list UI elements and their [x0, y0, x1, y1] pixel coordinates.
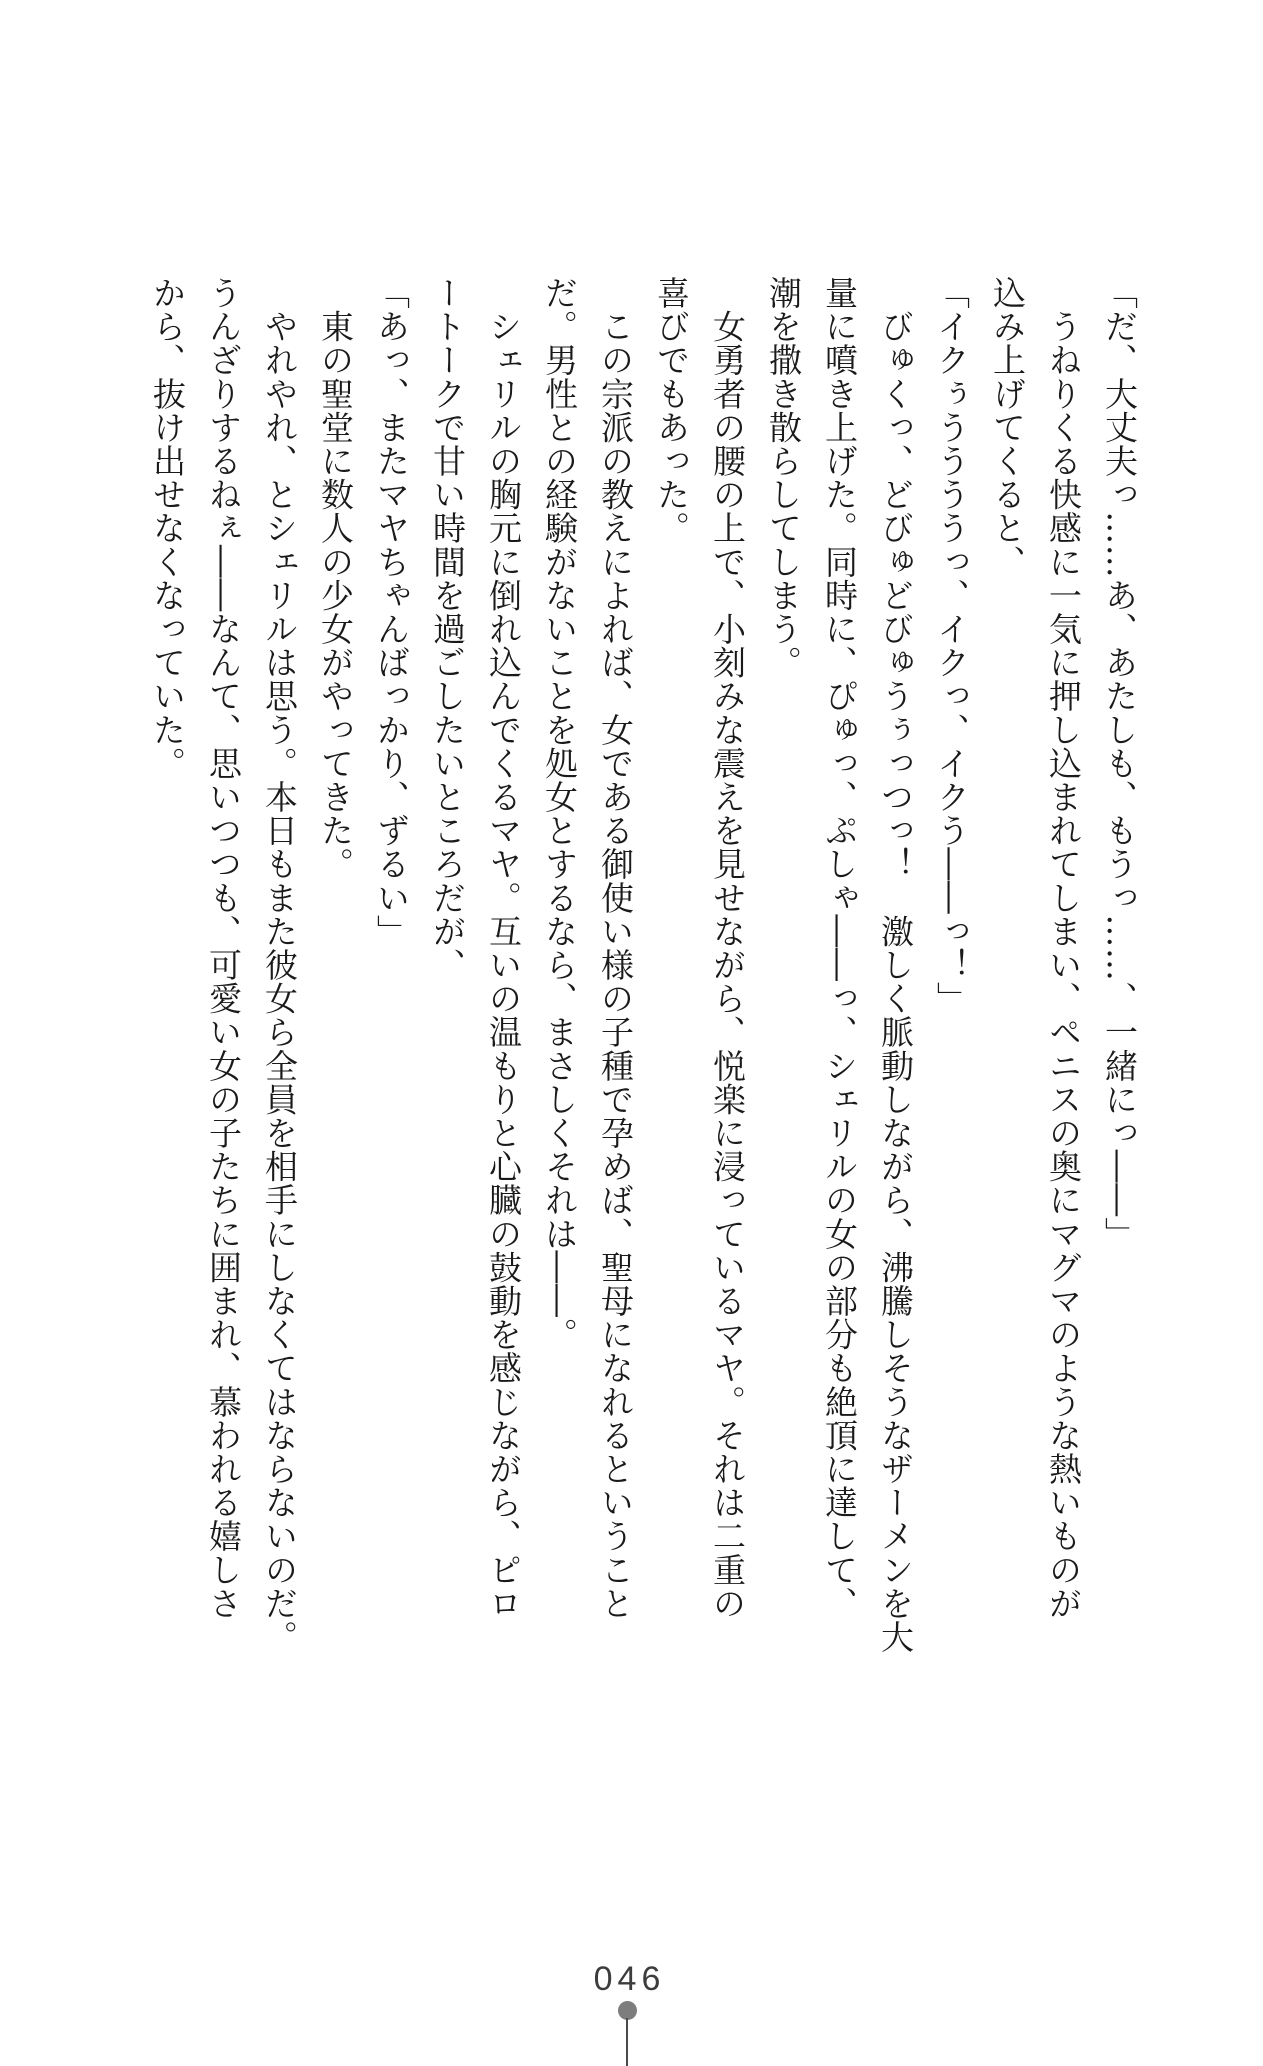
vertical-text-block — [139, 276, 1147, 1660]
text-line: から、抜け出せなくなっていた。 — [148, 276, 187, 780]
page-footer — [0, 1960, 1263, 2066]
text-line: 東の聖堂に数人の少女がやってきた。 — [316, 276, 355, 881]
text-line: 「あっ、またマヤちゃんばっかり、ずるい」 — [372, 276, 411, 948]
text-line: 「だ、大丈夫っ……あ、あたしも、もうっ……、一緒にっ――」 — [1100, 276, 1139, 1251]
text-line: この宗派の教えによれば、女である御使い様の子種で孕めば、聖母になれるということ — [596, 276, 635, 1620]
text-line: びゅくっ、どびゅどびゅうぅっつっ！ 激しく脈動しながら、沸騰しそうなザーメンを大 — [876, 276, 915, 1654]
text-line: 量に噴き上げた。同時に、ぴゅっ、ぷしゃ――っ、シェリルの女の部分も絶頂に達して、 — [820, 276, 859, 1620]
text-line: うねりくる快感に一気に押し込まれてしまい、ペニスの奥にマグマのような熱いものが — [1044, 276, 1083, 1620]
text-line: 女勇者の腰の上で、小刻みな震えを見せながら、悦楽に浸っているマヤ。それは二重の — [708, 276, 747, 1620]
text-line: やれやれ、とシェリルは思う。本日もまた彼女ら全員を相手にしなくてはならないのだ。 — [260, 276, 299, 1654]
text-line: 「イクぅううううっ、イクっ、イクう――っ！」 — [932, 276, 971, 1016]
text-line: 潮を撒き散らしてしまう。 — [764, 276, 803, 680]
text-line: 喜びでもあった。 — [652, 276, 691, 545]
page-number: 046 — [593, 1960, 666, 1998]
text-line: うんざりするねぇ――なんて、思いつつも、可愛い女の子たちに囲まれ、慕われる嬉しさ — [204, 276, 243, 1620]
text-line: ートークで甘い時間を過ごしたいところだが、 — [428, 276, 467, 982]
text-line: 込み上げてくると、 — [988, 276, 1027, 579]
footer-rule-line — [626, 2018, 628, 2066]
text-line: シェリルの胸元に倒れ込んでくるマヤ。互いの温もりと心臓の鼓動を感じながら、ピロ — [484, 276, 523, 1620]
text-line: だ。男性との経験がないことを処女とするなら、まさしくそれは――。 — [540, 276, 579, 1352]
